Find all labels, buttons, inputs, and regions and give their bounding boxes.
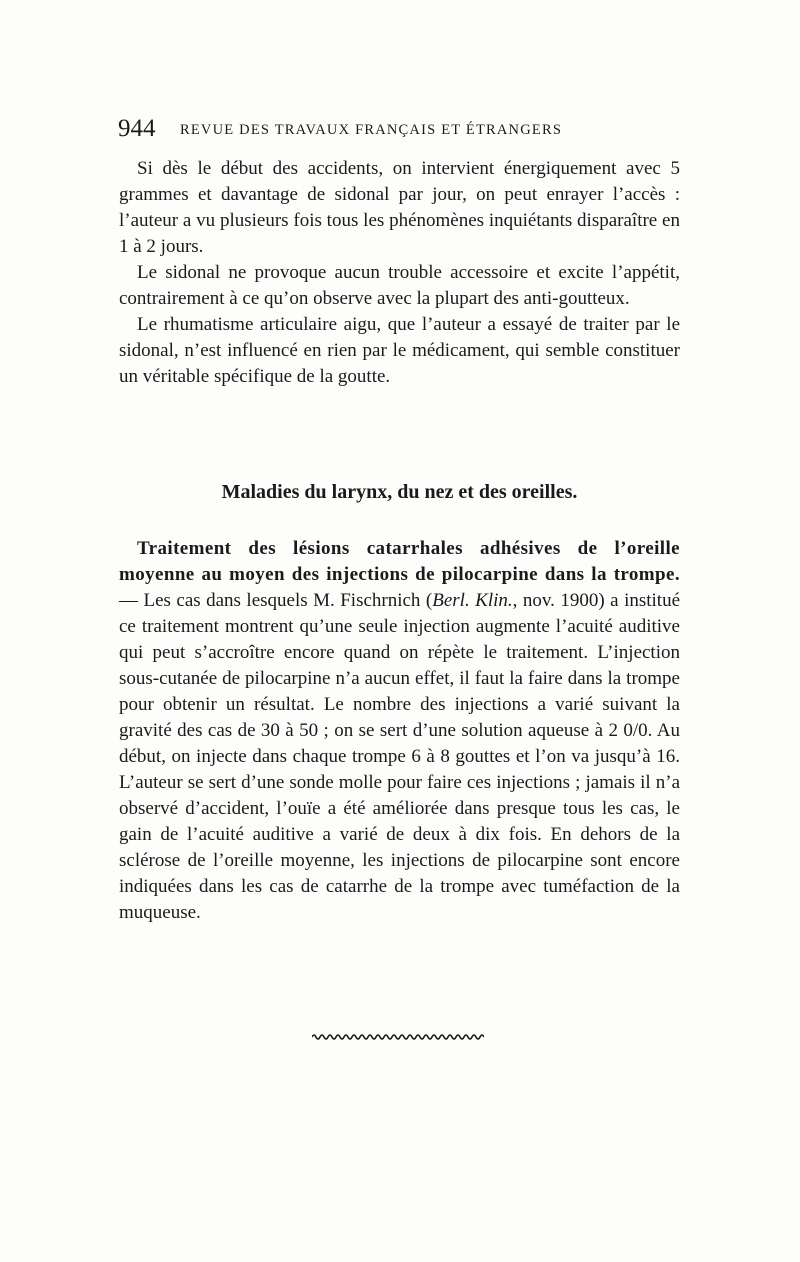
paragraph-sidonal-dosage: Si dès le début des accidents, on intervient énergiquement avec 5 grammes et davantage de sidonal par jour, on peut enrayer l’accès : l’auteur a vu plusieurs fois tous les phénomènes inquiétants disparaître en 1 à 2 jours. <box>119 158 680 257</box>
page-number: 944 <box>118 115 156 142</box>
body-text-top <box>119 156 680 390</box>
journal-reference: Berl. Klin. <box>432 590 513 611</box>
paragraph-sidonal-effects: Le sidonal ne provoque aucun trouble accessoire et excite l’appétit, contrairement à ce qu’on observe avec la plupart des anti-goutteux. <box>119 262 680 309</box>
running-title: REVUE DES TRAVAUX FRANÇAIS ET ÉTRANGERS <box>180 122 563 138</box>
article-title: Traitement des lésions catarrhales adhésives de l’oreille moyenne au moyen des injections de pilocarpine dans la trompe. <box>119 538 680 585</box>
wavy-rule-ornament-icon <box>312 1032 484 1042</box>
paragraph-rheumatism: Le rhumatisme articulaire aigu, que l’auteur a essayé de traiter par le sidonal, n’est influencé en rien par le médicament, qui semble constituer un véritable spécifique de la goutte. <box>119 314 680 387</box>
article-text-intro: Les cas dans lesquels M. Fischrnich ( <box>143 590 433 611</box>
article-paragraph <box>119 536 680 926</box>
running-head <box>118 114 678 144</box>
body-text-article <box>119 536 680 926</box>
article-text-body: , nov. 1900) a institué ce traitement montrent qu’une seule injection augmente l’acuité auditive qui peut s’accroître encore quand on répète le traitement. L’injection sous-cutanée de pilocarpine n’a aucun effet, il faut la faire dans la trompe pour obtenir un résultat. Le nombre des injections a varié suivant la gravité des cas de 30 à 50 ; on se sert d’une solution aqueuse à 2 0/0. Au début, on injecte dans chaque trompe 6 à 8 gouttes et l’on va jusqu’à 16. L’auteur se sert d’une sonde molle pour faire ces injections ; jamais il n’a observé d’accident, l’ouïe a été améliorée dans presque tous les cas, le gain de l’acuité auditive a varié de deux à dix fois. En dehors de la sclérose de l’oreille moyenne, les injections de pilocarpine sont encore indiquées dans les cas de catarrhe de la trompe avec tuméfaction de la muqueuse. <box>119 590 681 923</box>
section-heading: Maladies du larynx, du nez et des oreilles. <box>221 481 578 503</box>
article-dash: — <box>119 590 144 611</box>
